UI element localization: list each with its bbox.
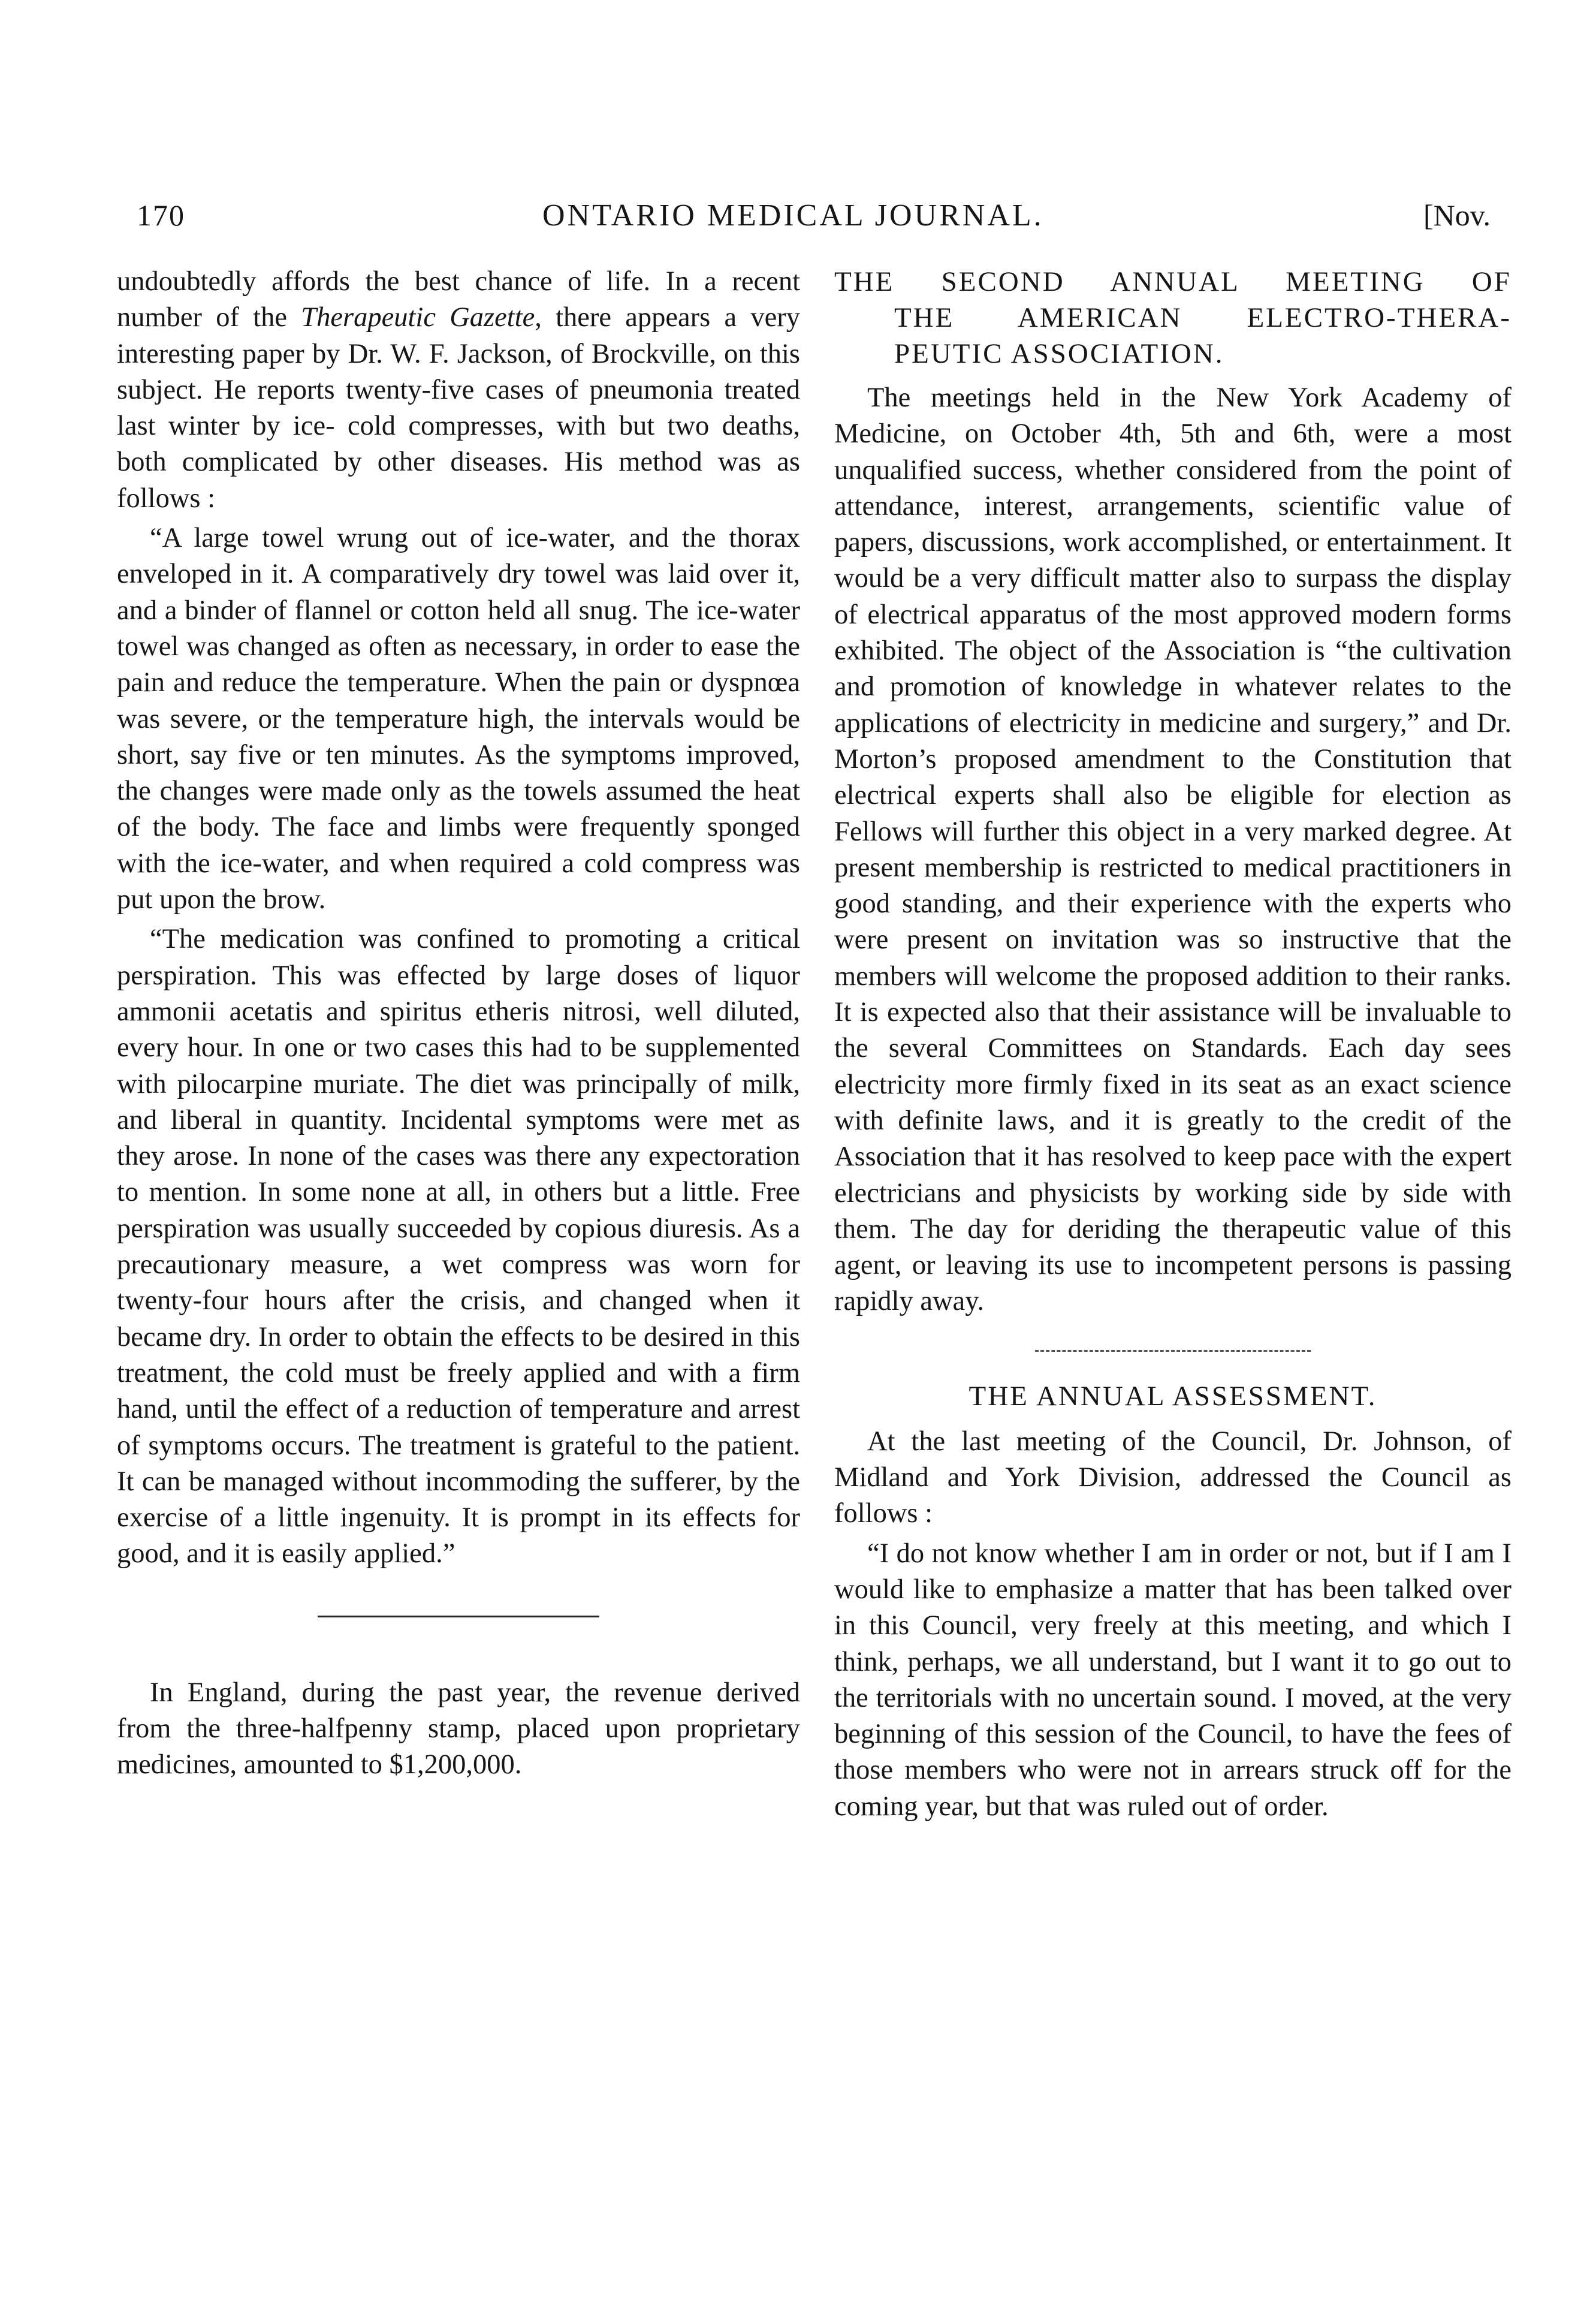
- johnson-quote-paragraph: “I do not know whether I am in order or not, but if I am I would like to emphasize a matter that has been talked over in this Council, very freely at this meeting, and which I think, perhaps, we all understand, but I want it to go out to the territorials with no uncertain sound. I moved, at the very beginning of this session of the Council, to have the fees of those members who were not in arrears struck off for the coming year, but that was ruled out of order.: [834, 1538, 1511, 1822]
- title-line-2: THE AMERICAN ELECTRO-THERA-: [894, 302, 1511, 333]
- right-column: [834, 264, 1511, 1825]
- treatment-quote-paragraph-2: “The medication was confined to promoting a critical perspiration. This was effected by large doses of liquor ammonii acetatis and spiritus etheris nitrosi, well diluted, every hour. In one or two cases this had to be supplemented with pilocarpine muriate. The diet was principally of milk, and liberal in quantity. Incidental symptoms were met as they arose. In none of the cases was there any expectoration to mention. In some none at all, in others but a little. Free perspiration was usually succeeded by copious diuresis. As a precautionary measure, a wet compress was worn for twenty-four hours after the crisis, and changed when it became dry. In order to obtain the effects to be desired in this treatment, the cold must be freely applied and with a firm hand, until the effect of a reduction of temperature and arrest of symptoms occurs. The treatment is grateful to the patient. It can be managed without incommoding the sufferer, by the exercise of a little ingenuity. It is prompt in its effects for good, and it is easily applied.”: [117, 924, 800, 1569]
- intro-text-after: , there appears a very interesting paper by Dr. W. F. Jackson, of Brockville, on this subject. He reports twenty-five cases of pneumonia treated last winter by ice- cold compresses, with but two deaths, both complicated by other diseases. His method was as follows :: [117, 302, 800, 514]
- pneumonia-intro-paragraph: [117, 264, 800, 517]
- treatment-quote-paragraph-1: “A large towel wrung out of ice-water, and the thorax enveloped in it. A comparatively dry towel was laid over it, and a binder of flannel or cotton held all snug. The ice-water towel was changed as often as necessary, in order to ease the pain and reduce the temperature. When the pain or dyspnœa was severe, or the temperature high, the intervals would be short, say five or ten minutes. As the symptoms improved, the changes were made only as the towels assumed the heat of the body. The face and limbs were frequently sponged with the ice-water, and when required a cold compress was put upon the brow.: [117, 523, 800, 915]
- journal-title: ONTARIO MEDICAL JOURNAL.: [542, 198, 1044, 233]
- electro-therapeutic-body: The meetings held in the New York Academy of Medicine, on October 4th, 5th and 6th, were a most unqualified success, whether considered from the point of attendance, interest, arrangements, scientific value of papers, discussions, work accomplished, or entertainment. It would be a very difficult matter also to surpass the display of electrical apparatus of the most approved modern forms exhibited. The object of the Association is “the cultivation and promotion of knowledge in whatever relates to the applications of electricity in medicine and surgery,” and Dr. Morton’s proposed amendment to the Constitution that electrical experts shall also be eligible for election as Fellows will further this object in a very marked degree. At present membership is restricted to medical practitioners in good standing, and their experience with the experts who were present on invitation was so instructive that the members will welcome the proposed addition to their ranks. It is expected also that their assistance will be invaluable to the several Committees on Standards. Each day sees electricity more firmly fixed in its seat as an exact science with definite laws, and it is greatly to the credit of the Association that it has resolved to keep pace with the expert electricians and physicists by working side by side with them. The day for deriding the therapeutic value of this agent, or leaving its use to incompetent persons is passing rapidly away.: [834, 382, 1511, 1317]
- issue-month: [Nov.: [1423, 198, 1491, 232]
- left-column: [117, 264, 800, 1783]
- intro-text-before: undoubtedly affords the best chance of life. In a recent number of the: [117, 266, 800, 333]
- england-stamp-revenue-paragraph: In England, during the past year, the revenue derived from the three-halfpenny stamp, placed upon proprietary medicines, amounted to $1,200,000.: [117, 1677, 800, 1780]
- section-divider-dashed: [1035, 1350, 1311, 1352]
- article-title-annual-assessment: THE ANNUAL ASSESSMENT.: [969, 1380, 1377, 1412]
- article-title-electro-therapeutic: [834, 264, 1511, 372]
- annual-assessment-intro: At the last meeting of the Council, Dr. Johnson, of Midland and York Division, addressed the Council as follows :: [834, 1426, 1511, 1529]
- title-line-3: PEUTIC ASSOCIATION.: [894, 338, 1224, 369]
- running-head: [0, 198, 1596, 240]
- therapeutic-gazette-title: Therapeutic Gazette: [301, 302, 535, 333]
- section-divider: [318, 1616, 599, 1617]
- title-line-1: THE SECOND ANNUAL MEETING OF: [834, 266, 1511, 297]
- page-number: 170: [137, 198, 185, 232]
